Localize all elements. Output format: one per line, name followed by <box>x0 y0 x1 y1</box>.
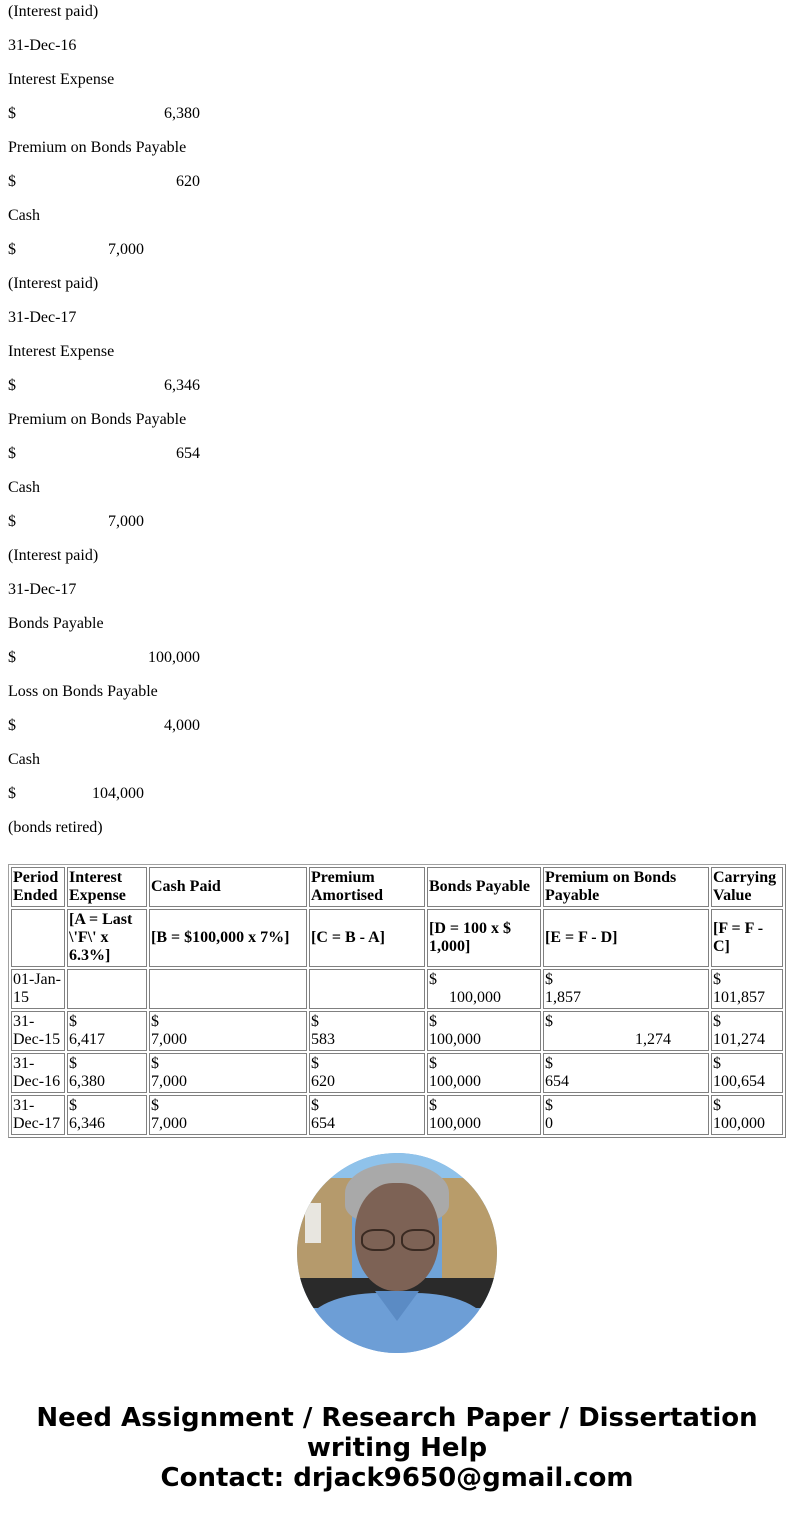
person-photo-icon <box>297 1153 497 1353</box>
value: 0 <box>545 1115 553 1132</box>
journal-amount-line <box>8 238 786 272</box>
currency-symbol: $ <box>311 1097 319 1114</box>
promo-line-1: Need Assignment / Research Paper / Dissertation <box>36 1403 758 1433</box>
debit-amount: 4,000 <box>164 717 200 734</box>
value: 100,000 <box>429 1073 481 1090</box>
value: 7,000 <box>151 1073 187 1090</box>
journal-amount-line <box>8 510 786 544</box>
cell-cash-paid <box>149 1095 307 1135</box>
value: 654 <box>311 1115 335 1132</box>
cell-period: 31-Dec-16 <box>11 1053 65 1093</box>
value: 101,274 <box>713 1031 765 1048</box>
formula-bonds-payable: [D = 100 x $ 1,000] <box>427 909 541 967</box>
cell-carrying-value <box>711 969 783 1009</box>
cell-carrying-value <box>711 1011 783 1051</box>
value: 100,000 <box>429 1115 481 1132</box>
currency-symbol: $ <box>8 377 16 394</box>
currency-symbol: $ <box>429 971 437 988</box>
cell-bonds-payable <box>427 1095 541 1135</box>
currency-symbol: $ <box>311 1013 319 1030</box>
value: 1,857 <box>545 989 581 1006</box>
formula-premium-amortised: [C = B - A] <box>309 909 425 967</box>
debit-amount: 654 <box>176 445 200 462</box>
currency-symbol: $ <box>713 971 721 988</box>
currency-symbol: $ <box>429 1097 437 1114</box>
journal-text-line: (Interest paid) <box>8 3 99 20</box>
value: 7,000 <box>151 1031 187 1048</box>
table-header-row <box>11 867 783 907</box>
journal-amount-line <box>8 170 786 204</box>
journal-text-line: (Interest paid) <box>8 275 99 292</box>
currency-symbol: $ <box>8 649 16 666</box>
header-premium-amortised: Premium Amortised <box>309 867 425 907</box>
cell-interest-expense <box>67 1095 147 1135</box>
cell-period: 31-Dec-17 <box>11 1095 65 1135</box>
journal-text-line: Premium on Bonds Payable <box>8 139 187 156</box>
table-row <box>11 969 783 1009</box>
cell-carrying-value <box>711 1095 783 1135</box>
header-cash-paid: Cash Paid <box>149 867 307 907</box>
header-carrying-value: Carrying Value <box>711 867 783 907</box>
currency-symbol: $ <box>151 1055 159 1072</box>
amortization-schedule-table <box>8 864 786 1138</box>
value: 7,000 <box>151 1115 187 1132</box>
currency-symbol: $ <box>69 1013 77 1030</box>
value: 1,274 <box>635 1031 671 1048</box>
table-row <box>11 1053 783 1093</box>
amortization-schedule-wrap <box>0 864 794 1138</box>
formula-interest-expense: [A = Last \'F\' x 6.3%] <box>67 909 147 967</box>
currency-symbol: $ <box>713 1013 721 1030</box>
cell-carrying-value <box>711 1053 783 1093</box>
journal-text-line: Loss on Bonds Payable <box>8 683 158 700</box>
journal-text-line: 31-Dec-17 <box>8 581 77 598</box>
currency-symbol: $ <box>545 1055 553 1072</box>
currency-symbol: $ <box>429 1013 437 1030</box>
journal-text-line: Interest Expense <box>8 71 115 88</box>
journal-text-line: (bonds retired) <box>8 819 103 836</box>
photo-wall-right <box>442 1178 497 1288</box>
credit-amount: 104,000 <box>92 785 144 802</box>
currency-symbol: $ <box>8 445 16 462</box>
journal-text-line: Bonds Payable <box>8 615 104 632</box>
promo-banner <box>0 1403 794 1493</box>
cell-bonds-payable <box>427 1011 541 1051</box>
cell-period: 31-Dec-15 <box>11 1011 65 1051</box>
journal-text-line: (Interest paid) <box>8 547 99 564</box>
cell-cash-paid <box>149 969 307 1009</box>
value: 100,000 <box>449 989 501 1006</box>
journal-amount-line <box>8 782 786 816</box>
credit-amount: 7,000 <box>108 513 144 530</box>
currency-symbol: $ <box>429 1055 437 1072</box>
cell-premium-amortised <box>309 1011 425 1051</box>
journal-text-line: Premium on Bonds Payable <box>8 411 187 428</box>
journal-text-line: Interest Expense <box>8 343 115 360</box>
currency-symbol: $ <box>69 1055 77 1072</box>
journal-text-line: Cash <box>8 207 40 224</box>
currency-symbol: $ <box>545 1013 553 1030</box>
promo-line-2: writing Help <box>306 1433 488 1463</box>
currency-symbol: $ <box>151 1013 159 1030</box>
header-premium-on-bonds: Premium on Bonds Payable <box>543 867 709 907</box>
currency-symbol: $ <box>8 785 16 802</box>
promo-contact: Contact: drjack9650@gmail.com <box>160 1463 634 1493</box>
cell-premium-on-bonds <box>543 1095 709 1135</box>
cell-premium-amortised <box>309 1053 425 1093</box>
glasses-icon <box>361 1229 395 1251</box>
cell-interest-expense <box>67 1053 147 1093</box>
currency-symbol: $ <box>311 1055 319 1072</box>
credit-amount: 7,000 <box>108 241 144 258</box>
photo-switchboard <box>305 1203 321 1243</box>
currency-symbol: $ <box>545 1097 553 1114</box>
cell-premium-on-bonds <box>543 969 709 1009</box>
currency-symbol: $ <box>69 1097 77 1114</box>
journal-amount-line <box>8 374 786 408</box>
journal-amount-line <box>8 442 786 476</box>
table-row <box>11 1095 783 1135</box>
cell-premium-on-bonds <box>543 1053 709 1093</box>
table-row <box>11 1011 783 1051</box>
currency-symbol: $ <box>8 513 16 530</box>
journal-text-line: Cash <box>8 479 40 496</box>
cell-period: 01-Jan-15 <box>11 969 65 1009</box>
value: 620 <box>311 1073 335 1090</box>
debit-amount: 6,380 <box>164 105 200 122</box>
value: 100,654 <box>713 1073 765 1090</box>
cell-interest-expense <box>67 969 147 1009</box>
value: 6,417 <box>69 1031 105 1048</box>
journal-text-line: 31-Dec-17 <box>8 309 77 326</box>
currency-symbol: $ <box>151 1097 159 1114</box>
currency-symbol: $ <box>545 971 553 988</box>
header-period-ended: Period Ended <box>11 867 65 907</box>
cell-premium-amortised <box>309 1095 425 1135</box>
value: 100,000 <box>429 1031 481 1048</box>
debit-amount: 100,000 <box>148 649 200 666</box>
currency-symbol: $ <box>713 1055 721 1072</box>
journal-amount-line <box>8 102 786 136</box>
value: 6,380 <box>69 1073 105 1090</box>
cell-cash-paid <box>149 1053 307 1093</box>
cell-bonds-payable <box>427 969 541 1009</box>
value: 583 <box>311 1031 335 1048</box>
cell-bonds-payable <box>427 1053 541 1093</box>
cell-cash-paid <box>149 1011 307 1051</box>
debit-amount: 6,346 <box>164 377 200 394</box>
value: 654 <box>545 1073 569 1090</box>
cell-interest-expense <box>67 1011 147 1051</box>
journal-text-line: Cash <box>8 751 40 768</box>
journal-amount-line <box>8 714 786 748</box>
currency-symbol: $ <box>8 105 16 122</box>
glasses-icon <box>401 1229 435 1251</box>
debit-amount: 620 <box>176 173 200 190</box>
currency-symbol: $ <box>713 1097 721 1114</box>
formula-period <box>11 909 65 967</box>
value: 101,857 <box>713 989 765 1006</box>
formula-cash-paid: [B = $100,000 x 7%] <box>149 909 307 967</box>
cell-premium-on-bonds <box>543 1011 709 1051</box>
currency-symbol: $ <box>8 173 16 190</box>
header-bonds-payable: Bonds Payable <box>427 867 541 907</box>
header-interest-expense: Interest Expense <box>67 867 147 907</box>
formula-carrying-value: [F = F - C] <box>711 909 783 967</box>
value: 100,000 <box>713 1115 765 1132</box>
currency-symbol: $ <box>8 241 16 258</box>
cell-premium-amortised <box>309 969 425 1009</box>
table-formula-row <box>11 909 783 967</box>
formula-premium-on-bonds: [E = F - D] <box>543 909 709 967</box>
journal-amount-line <box>8 646 786 680</box>
value: 6,346 <box>69 1115 105 1132</box>
currency-symbol: $ <box>8 717 16 734</box>
journal-text-line: 31-Dec-16 <box>8 37 77 54</box>
